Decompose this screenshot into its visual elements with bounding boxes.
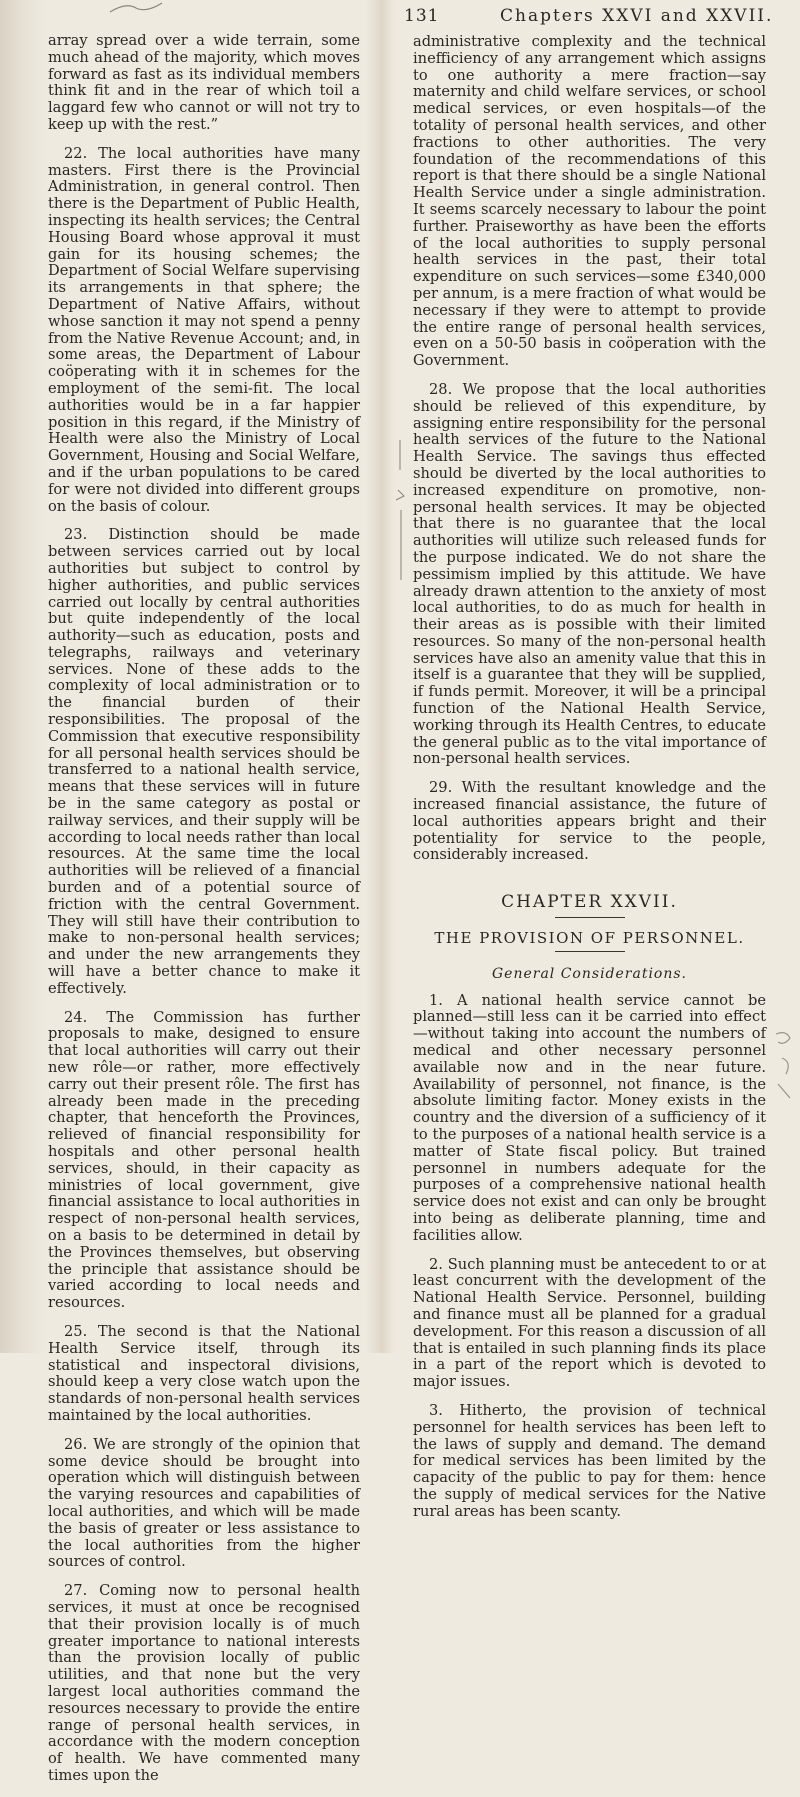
title-rule (555, 951, 625, 952)
book-gutter (365, 0, 395, 1353)
page-number: 131 (404, 6, 440, 26)
paragraph: administrative complexity and the technical inefficiency of any arrangement which assigns to one authority a mere fraction—say maternity and child welfare services, or school medical services, or even hospitals—of the totality of personal health services, and other fractions to other authorities. The very foundation of the recommendations of this report is that there should be a single National Health Service under a single administration. It seems scarcely necessary to labour the point further. Praiseworthy as have been the efforts of the local authorities to supply personal health services in the past, their total expenditure on such services—some £340,000 per annum, is a mere fraction of what would be necessary if they were to attempt to provide the entire range of personal health services, even on a 50-50 basis in coöperation with the Government. (413, 33, 766, 370)
chapter-heading: CHAPTER XXVII. (501, 892, 678, 913)
paragraph: 26. We are strongly of the opinion that some device should be brought into operation which will distinguish between the varying resources and capabilities of local authorities, and which will be made the basis of greater or less assistance to the local authorities from the higher sources of control. (48, 1435, 360, 1571)
page-edge-shadow (0, 0, 46, 1353)
chapter-rule (555, 917, 625, 918)
paragraph: 23. Distinction should be made between services carried out by local authorities but subject to control by higher authorities, and public services carried out locally by central authorities but quite independently of the local authority—such as education, posts and telegraphs, railways and veterinary services. None of these adds to the complexity of local administration or to the financial burden of their responsibilities. The proposal of the Commission that executive responsibility for all personal health services should be transferred to a national health service, means that these services will in future be in the same category as postal or railway services, and their supply will be according to local needs rather than local resources. At the same time the local authorities will be relieved of a financial burden and of a potential source of friction with the central Government. They will still have their contribution to make to non-personal health services; and under the new arrangements they will have a better chance to make it effectively. (48, 526, 360, 997)
paragraph: 27. Coming now to personal health services, it must at once be recognised that their provision locally is of much greater importance to national interests than the provision locally of public utilities, and that none but the very largest local authorities command the resources necessary to provide the entire range of personal health services, in accordance with the modern conception of health. We have commented many times upon the (48, 1582, 360, 1784)
paragraph: 24. The Commission has further proposals to make, designed to ensure that local authorities will carry out their new rôle—or rather, more effectively carry out their present rôle. The first has already been made in the preceding chapter, that henceforth the Provinces, relieved of financial responsibility for hospitals and other personal health services, should, in their capacity as ministries of local government, give financial assistance to local authorities in respect of non-personal health services, on a basis to be determined in detail by the Provinces themselves, but observing the principle that assistance should be varied according to local needs and resources. (48, 1008, 360, 1312)
section-heading: General Considerations. (491, 965, 688, 982)
paragraph: 22. The local authorities have many masters. First there is the Provincial Administration, in general control. Then there is the Department of Public Health, inspecting its health services; the Central Housing Board whose approval it must gain for its housing schemes; the Department of Social Welfare supervising its arrangements in that sphere; the Department of Native Affairs, without whose sanction it may not spend a penny from the Native Revenue Account; and, in some areas, the Department of Labour coöperating with it in schemes for the employment of the semi-fit. The local authorities would be in a far happier position in this regard, if the Ministry of Health were also the Ministry of Local Government, Housing and Social Welfare, and if the urban populations to be cared for were not divided into different groups on the basis of colour. (48, 144, 360, 515)
chapter-title: THE PROVISION OF PERSONNEL. (434, 929, 745, 948)
right-column (413, 0, 766, 1533)
paragraph: 1. A national health service cannot be planned—still less can it be carried into effect—without taking into account the numbers of medical and other necessary personnel available now and in the near future. Availability of personnel, not finance, is the absolute limiting factor. Money exists in the country and the diversion of a sufficiency of it to the purposes of a national health service is a matter of State fiscal policy. But trained personnel in numbers adequate for the purposes of a comprehensive national health service does not exist and can only be brought into being as deliberate planning, time and facilities allow. (413, 991, 766, 1244)
paragraph: 25. The second is that the National Health Service itself, through its statistical and inspectoral divisions, should keep a very close watch upon the standards of non-personal health services maintained by the local authorities. (48, 1322, 360, 1424)
paragraph: 28. We propose that the local authorities should be relieved of this expenditure, by assigning entire responsibility for the personal health services of the future to the National Health Service. The savings thus effected should be diverted by the local authorities to increased expenditure on promotive, non-personal health services. It may be objected that there is no guarantee that the local authorities will utilize such released funds for the purpose indicated. We do not share the pessimism implied by this attitude. We have already drawn attention to the anxiety of most local authorities, to do as much for health in their areas as is possible with their limited resources. So many of the non-personal health services have also an amenity value that this in itself is a guarantee that they will be supplied, if funds permit. Moreover, it will be a principal function of the National Health Service, working through its Health Centres, to educate the general public as to the vital importance of non-personal health services. (413, 380, 766, 768)
running-head: Chapters XXVI and XXVII. (500, 6, 774, 26)
paragraph: 2. Such planning must be antecedent to or at least concurrent with the development of the National Health Service. Personnel, building and finance must all be planned for a gradual development. For this reason a discussion of all that is entailed in such planning finds its place in a part of the report which is devoted to major issues. (413, 1255, 766, 1391)
paragraph: 3. Hitherto, the provision of technical personnel for health services has been left to the laws of supply and demand. The demand for medical services has been limited by the capacity of the public to pay for them: hence the supply of medical services for the Native rural areas has been scanty. (413, 1401, 766, 1520)
left-column (48, 0, 360, 1797)
paragraph: 29. With the resultant knowledge and the increased financial assistance, the future of local authorities appears bright and their potentiality for service to the people, considerably increased. (413, 779, 766, 864)
margin-bracket-mark (772, 1028, 796, 1108)
paragraph: array spread over a wide terrain, some much ahead of the majority, which moves forward as fast as its individual members think fit and in the rear of which toil a laggard few who cannot or will not try to keep up with the rest.” (48, 32, 360, 133)
margin-pencil-mark (392, 440, 410, 580)
